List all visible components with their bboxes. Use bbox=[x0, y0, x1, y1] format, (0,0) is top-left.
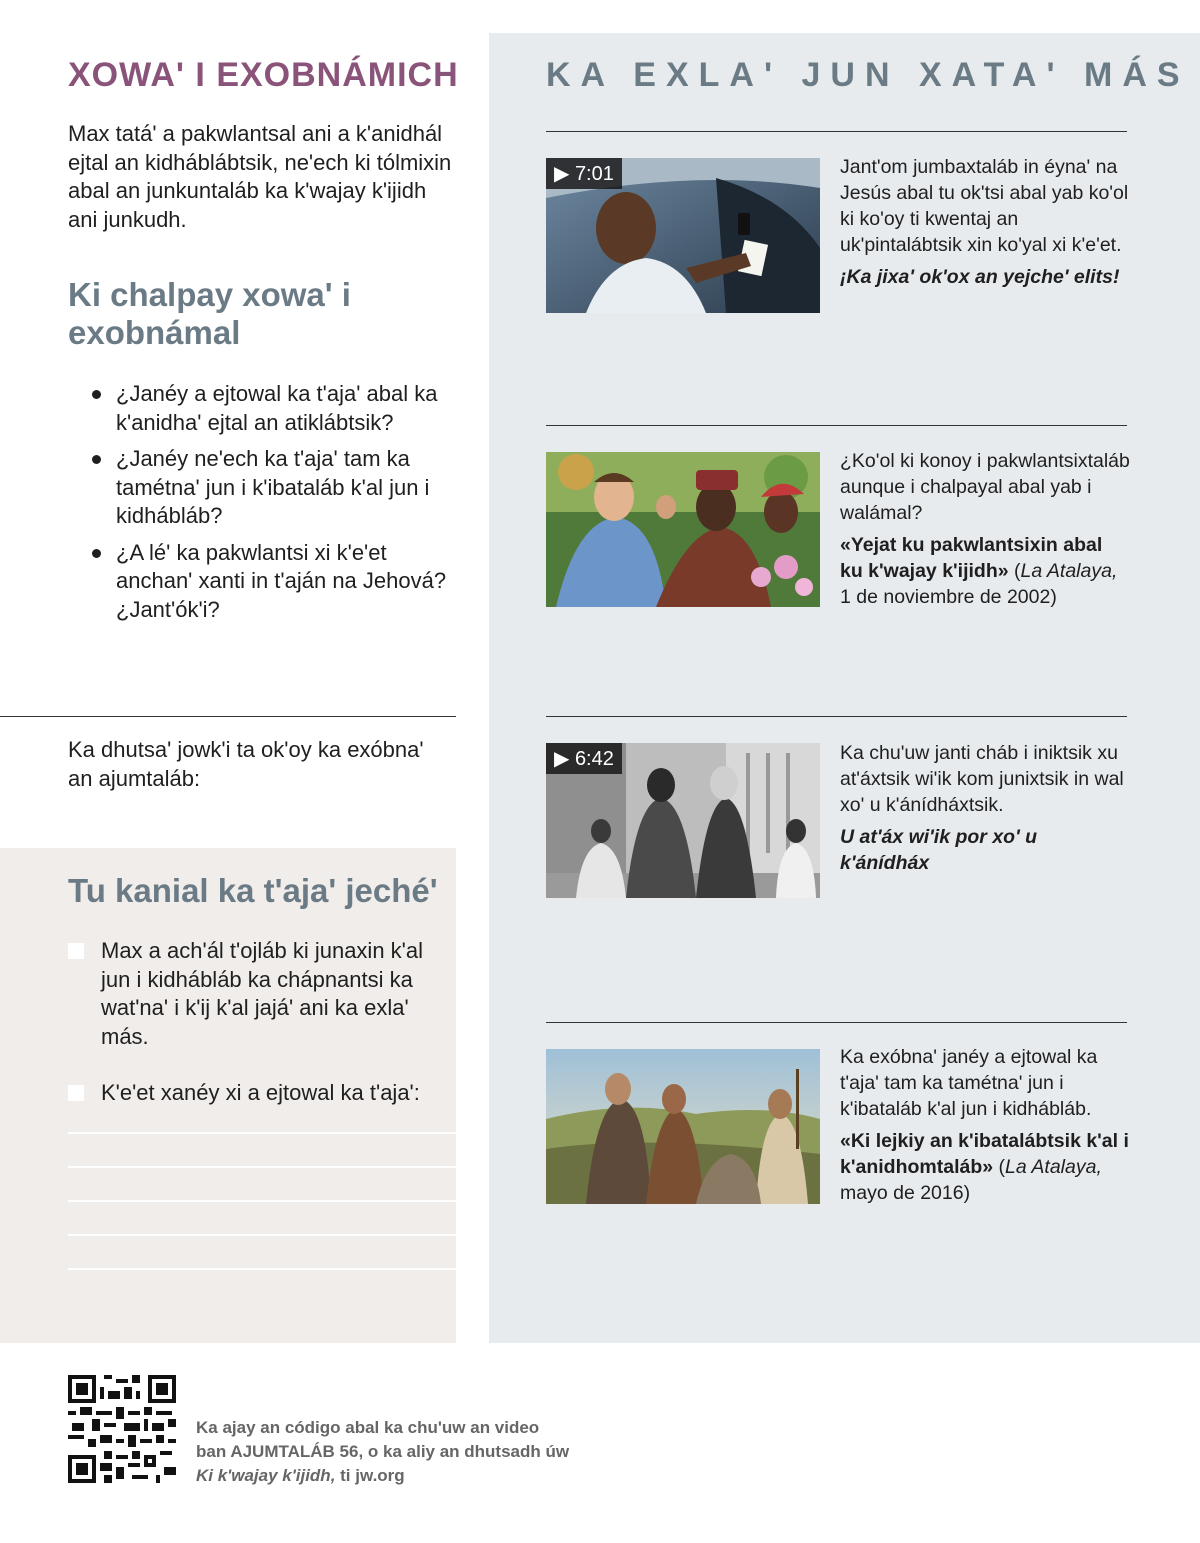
divider bbox=[0, 716, 456, 717]
footer-instructions: Ka ajay an código abal ka chu'uw an video ban AJUMTALÁB 56, o ka aliy an dhutsadh úw Ki k'wajay k'ijidh, ti jw.org bbox=[196, 1418, 570, 1485]
note-prompt: Ka dhutsa' jowk'i ta ok'oy ka exóbna' an ajumtaláb: bbox=[68, 737, 424, 791]
intro-paragraph: Max tatá' a pakwlantsal ani a k'anidhál ejtal an kidháblábtsik, ne'ech ki tólmixin abal an junkuntaláb ka k'wajay k'ijidh ani junkudh. bbox=[68, 121, 452, 232]
section-title: XOWA' I EXOBNÁMICH bbox=[68, 56, 459, 94]
note-line[interactable] bbox=[68, 1132, 456, 1134]
divider bbox=[546, 1022, 1127, 1023]
note-line[interactable] bbox=[68, 1200, 456, 1202]
article-reference[interactable]: «Yejat ku pakwlantsixin abal ku k'wajay k'ijidh» (La Atalaya, 1 de noviembre de 2002) bbox=[840, 534, 1118, 608]
resource-description: ¿Ko'ol ki konoy i pakwlantsixtaláb aunque i chalpayal abal yab i walámal? «Yejat ku pakwlantsixin abal ku k'wajay k'ijidh» (La Atalaya, 1 de noviembre de 2002) bbox=[840, 450, 1130, 608]
video-duration: ▶ 7:01 bbox=[546, 158, 622, 189]
divider bbox=[546, 425, 1127, 426]
bullet-icon bbox=[92, 390, 101, 399]
bullet-icon bbox=[92, 549, 101, 558]
article-reference[interactable]: «Ki lejkiy an k'ibatalábtsik k'al i k'anidhomtaláb» (La Atalaya, mayo de 2016) bbox=[840, 1130, 1129, 1204]
video-title-link[interactable]: ¡Ka jixa' ok'ox an yejche' elits! bbox=[840, 266, 1120, 288]
video-thumbnail-men[interactable] bbox=[546, 743, 820, 898]
notes-heading: Tu kanial ka t'aja' jeché' bbox=[68, 872, 438, 909]
question-item: ¿Janéy ne'ech ka t'aja' tam ka tamétna' jun i k'ibataláb k'al jun i kidhábláb? bbox=[92, 445, 462, 531]
qr-code[interactable] bbox=[68, 1375, 176, 1483]
note-line[interactable] bbox=[68, 1268, 456, 1270]
checklist-item: Max a ach'ál t'ojláb ki junaxin k'al jun i kidhábláb ka chápnantsi ka wat'na' i k'ij k'al jajá' ani ka exla' más. bbox=[101, 938, 423, 1049]
note-line[interactable] bbox=[68, 1234, 456, 1236]
bullet-icon bbox=[92, 455, 101, 464]
resource-description: Ka chu'uw janti cháb i iniktsik xu at'áxtsik wi'ik kom junixtsik in wal xo' u k'ánídháxtsik. U at'áx wi'ik por xo' u k'ánídháx bbox=[840, 740, 1130, 876]
question-list bbox=[92, 380, 462, 632]
learn-more-title: KA EXLA' JUN XATA' MÁS bbox=[546, 56, 1190, 94]
checklist-item: K'e'et xanéy xi a ejtowal ka t'aja': bbox=[101, 1080, 420, 1105]
resource-description: Ka exóbna' janéy a ejtowal ka t'aja' tam ka tamétna' jun i k'ibataláb k'al jun i kidhábláb. «Ki lejkiy an k'ibatalábtsik k'al i k'anidhomtaláb» (La Atalaya, mayo de 2016) bbox=[840, 1046, 1129, 1204]
note-line[interactable] bbox=[68, 1166, 456, 1168]
video-duration: ▶ 6:42 bbox=[546, 743, 622, 774]
checkbox[interactable] bbox=[68, 943, 84, 959]
question-item: ¿A lé' ka pakwlantsi xi k'e'et anchan' xanti in t'aján na Jehová? ¿Jant'ók'i? bbox=[92, 539, 462, 625]
article-thumbnail-shepherds[interactable] bbox=[546, 1049, 820, 1204]
divider bbox=[546, 131, 1127, 132]
resource-description: Jant'om jumbaxtaláb in éyna' na Jesús abal tu ok'tsi abal yab ko'ol ki ko'oy ti kwentaj an uk'pintalábtsik xin ko'yal xi k'e'et. ¡Ka jixa' ok'ox an yejche' elits! bbox=[840, 156, 1129, 288]
video-thumbnail-car[interactable] bbox=[546, 158, 820, 313]
checkbox[interactable] bbox=[68, 1085, 84, 1101]
divider bbox=[546, 716, 1127, 717]
article-thumbnail-greeting[interactable] bbox=[546, 452, 820, 607]
questions-heading: Ki chalpay xowa' i exobnámal bbox=[68, 276, 351, 351]
question-item: ¿Janéy a ejtowal ka t'aja' abal ka k'anidha' ejtal an atiklábtsik? bbox=[92, 380, 462, 437]
video-title-link[interactable]: U at'áx wi'ik por xo' u k'ánídháx bbox=[840, 826, 1038, 874]
